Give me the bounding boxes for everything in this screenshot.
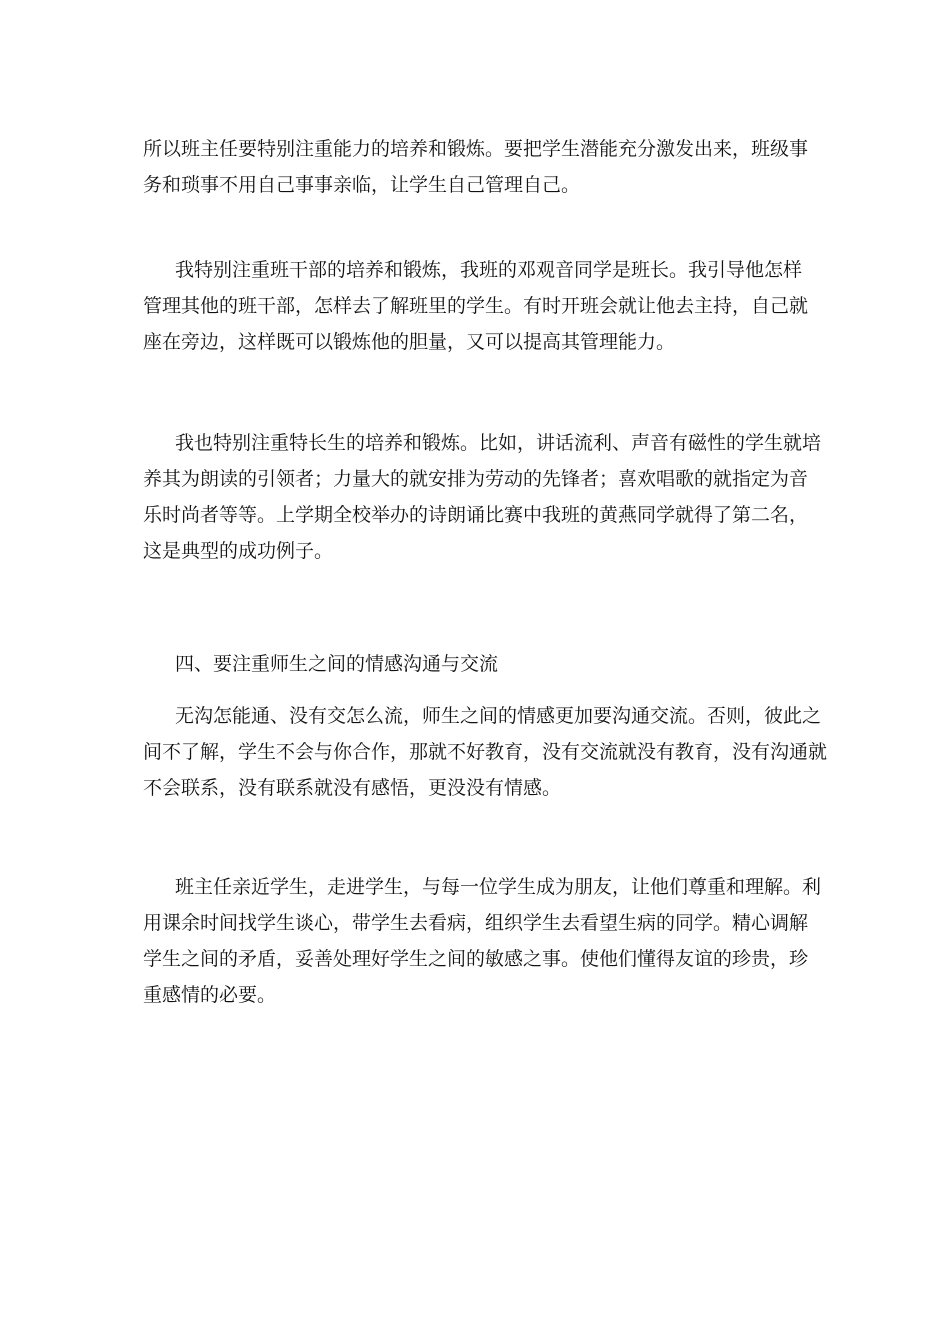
section-heading [143,646,811,682]
paragraph-2 [143,252,811,360]
paragraph-3-line-1: 我也特别注重特长生的培养和锻炼。比如，讲话流利、声音有磁性的学生就培 [175,432,822,454]
paragraph-3-line-4: 这是典型的成功例子。 [143,540,334,562]
paragraph-6-line-4: 重感情的必要。 [143,984,277,1006]
paragraph-1-line-1: 所以班主任要特别注重能力的培养和锻炼。要把学生潜能充分激发出来，班级事 [143,138,809,160]
paragraph-6-line-1: 班主任亲近学生，走进学生，与每一位学生成为朋友，让他们尊重和理解。利 [175,876,822,898]
section-heading-text: 四、要注重师生之间的情感沟通与交流 [175,653,499,675]
paragraph-5 [143,698,828,806]
paragraph-5-line-1: 无沟怎能通、没有交怎么流，师生之间的情感更加要沟通交流。否则，彼此之 [175,705,822,727]
paragraph-2-line-3: 座在旁边，这样既可以锻炼他的胆量，又可以提高其管理能力。 [143,331,676,353]
paragraph-3-line-3: 乐时尚者等等。上学期全校举办的诗朗诵比赛中我班的黄燕同学就得了第二名， [143,504,809,526]
paragraph-3-line-2: 养其为朗读的引领者；力量大的就安排为劳动的先锋者；喜欢唱歌的就指定为音 [143,468,809,490]
paragraph-6-line-3: 学生之间的矛盾，妥善处理好学生之间的敏感之事。使他们懂得友谊的珍贵，珍 [143,948,809,970]
paragraph-6 [143,869,822,1013]
paragraph-1 [143,131,811,203]
paragraph-1-line-2: 务和琐事不用自己事事亲临，让学生自己管理自己。 [143,174,581,196]
paragraph-5-line-3: 不会联系，没有联系就没有感悟，更没没有情感。 [143,777,562,799]
paragraph-2-line-1: 我特别注重班干部的培养和锻炼，我班的邓观音同学是班长。我引导他怎样 [175,259,803,281]
paragraph-3 [143,425,822,569]
paragraph-5-line-2: 间不了解，学生不会与你合作，那就不好教育，没有交流就没有教育，没有沟通就 [143,741,828,763]
paragraph-2-line-2: 管理其他的班干部，怎样去了解班里的学生。有时开班会就让他去主持，自己就 [143,295,809,317]
paragraph-6-line-2: 用课余时间找学生谈心，带学生去看病，组织学生去看望生病的同学。精心调解 [143,912,809,934]
